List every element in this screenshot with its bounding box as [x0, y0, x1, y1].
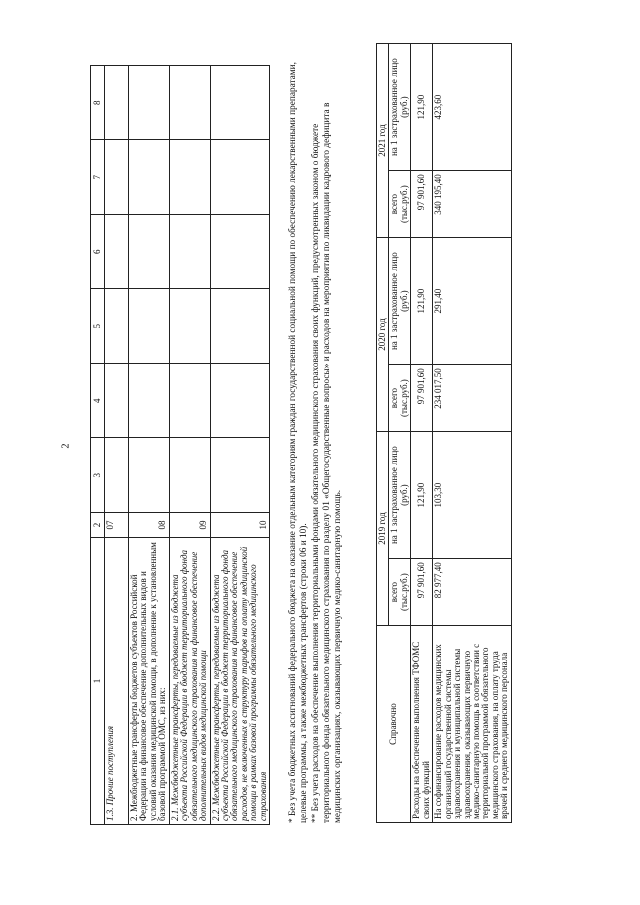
header-cell: 3 [91, 438, 105, 513]
footnote: ** Без учета расходов на обеспечение выполнения территориальными фондами обязательного медицинского страхования своих функций, предусмотренных законом о бюджете территориального фонда обязательного медицинского страхования по разделу 01 «Общегосударственные вопросы» и расходов на мероприятия по ликвидации кадрового дефицита в медицинских организациях, оказывающих первичную медико-санитарную помощь. [310, 102, 344, 823]
value-cell: 340 195,40 [433, 171, 512, 238]
col-total: всего (тыс.руб.) [389, 559, 411, 626]
table-row [105, 66, 129, 825]
table-row [433, 44, 512, 823]
year-header: 2019 год [377, 432, 389, 626]
reference-label: Справочно [377, 626, 411, 823]
header-cell: 4 [91, 364, 105, 439]
col-per-person: на 1 застрахованное лицо (руб.) [389, 432, 411, 559]
value-cell: 234 017,50 [433, 365, 512, 432]
value-cell: 97 901,60 [411, 171, 433, 238]
value-cell: 121,90 [411, 432, 433, 559]
value-cell: 97 901,60 [411, 559, 433, 626]
value-cell: 97 901,60 [411, 365, 433, 432]
header-cell: 8 [91, 66, 105, 141]
header-cell: 2 [91, 513, 105, 538]
header-cell: 6 [91, 215, 105, 290]
table-header-row [91, 66, 105, 825]
row-label: 2.1. Межбюджетные трансферты, передаваемые из бюджета субъекта Российской Федерации в бюджет территориального фонда обязательного медицинского страхования на финансовое обеспечение дополнительных видов медицинской помощи [169, 538, 210, 825]
col-per-person: на 1 застрахованное лицо (руб.) [389, 238, 411, 365]
table-row [210, 66, 270, 825]
header-cell: 7 [91, 140, 105, 215]
row-label: 2. Межбюджетные трансферты бюджетов субъектов Российской Федерации на финансовое обеспечение дополнительных видов и условий оказания медицинской помощи, в дополнение к установленным базовой программой ОМС, из них: [129, 538, 170, 825]
col-total: всего (тыс.руб.) [389, 365, 411, 432]
value-cell: 103,30 [433, 432, 512, 559]
row-label: Расходы на обеспечение выполнения ТФОМС своих функций [411, 626, 433, 823]
value-cell: 121,90 [411, 238, 433, 365]
row-label: На софинансирование расходов медицинских организаций государственной системы здравоохранения и муниципальной системы здравоохранения, оказывающих первичную медико-санитарную помощь в соответствии с территориальной программой обязательного медицинского страхования, на оплату труда врачей и среднего медицинского персонала [433, 626, 512, 823]
value-cell: 121,90 [411, 44, 433, 171]
year-header: 2020 год [377, 238, 389, 432]
row-code: 08 [129, 513, 170, 538]
footnotes [288, 58, 345, 823]
col-total: всего (тыс.руб.) [389, 171, 411, 238]
header-cell: 5 [91, 289, 105, 364]
table-row [411, 44, 433, 823]
reference-table [376, 43, 512, 823]
value-cell: 291,40 [433, 238, 512, 365]
row-code: 07 [105, 513, 129, 538]
col-per-person: на 1 застрахованное лицо (руб.) [389, 44, 411, 171]
budget-table [90, 65, 270, 825]
table-row [169, 66, 210, 825]
value-cell: 82 977,40 [433, 559, 512, 626]
page-number: 2 [60, 443, 72, 449]
row-code: 09 [169, 513, 210, 538]
table-row [129, 66, 170, 825]
value-cell: 423,60 [433, 44, 512, 171]
row-code: 10 [210, 513, 270, 538]
row-label: 2.2. Межбюджетные трансферты, передаваемые из бюджета субъекта Российской Федерации в бюджет территориального фонда обязательного медицинского страхования на финансовое обеспечение расходов, не включенных в структуру тарифов на оплату медицинской помощи в рамках базовой программы обязательного медицинского страхования [210, 538, 270, 825]
row-label: 1.3. Прочие поступления [105, 538, 129, 825]
header-cell: 1 [91, 538, 105, 825]
year-header: 2021 год [377, 44, 389, 238]
footnote: * Без учета бюджетных ассигнований федерального бюджета на оказание отдельным категориям граждан государственной социальной помощи по обеспечению лекарственными препаратами, целевые программы, а также межбюджетных трансфертов (строки 06 и 10). [288, 62, 310, 823]
